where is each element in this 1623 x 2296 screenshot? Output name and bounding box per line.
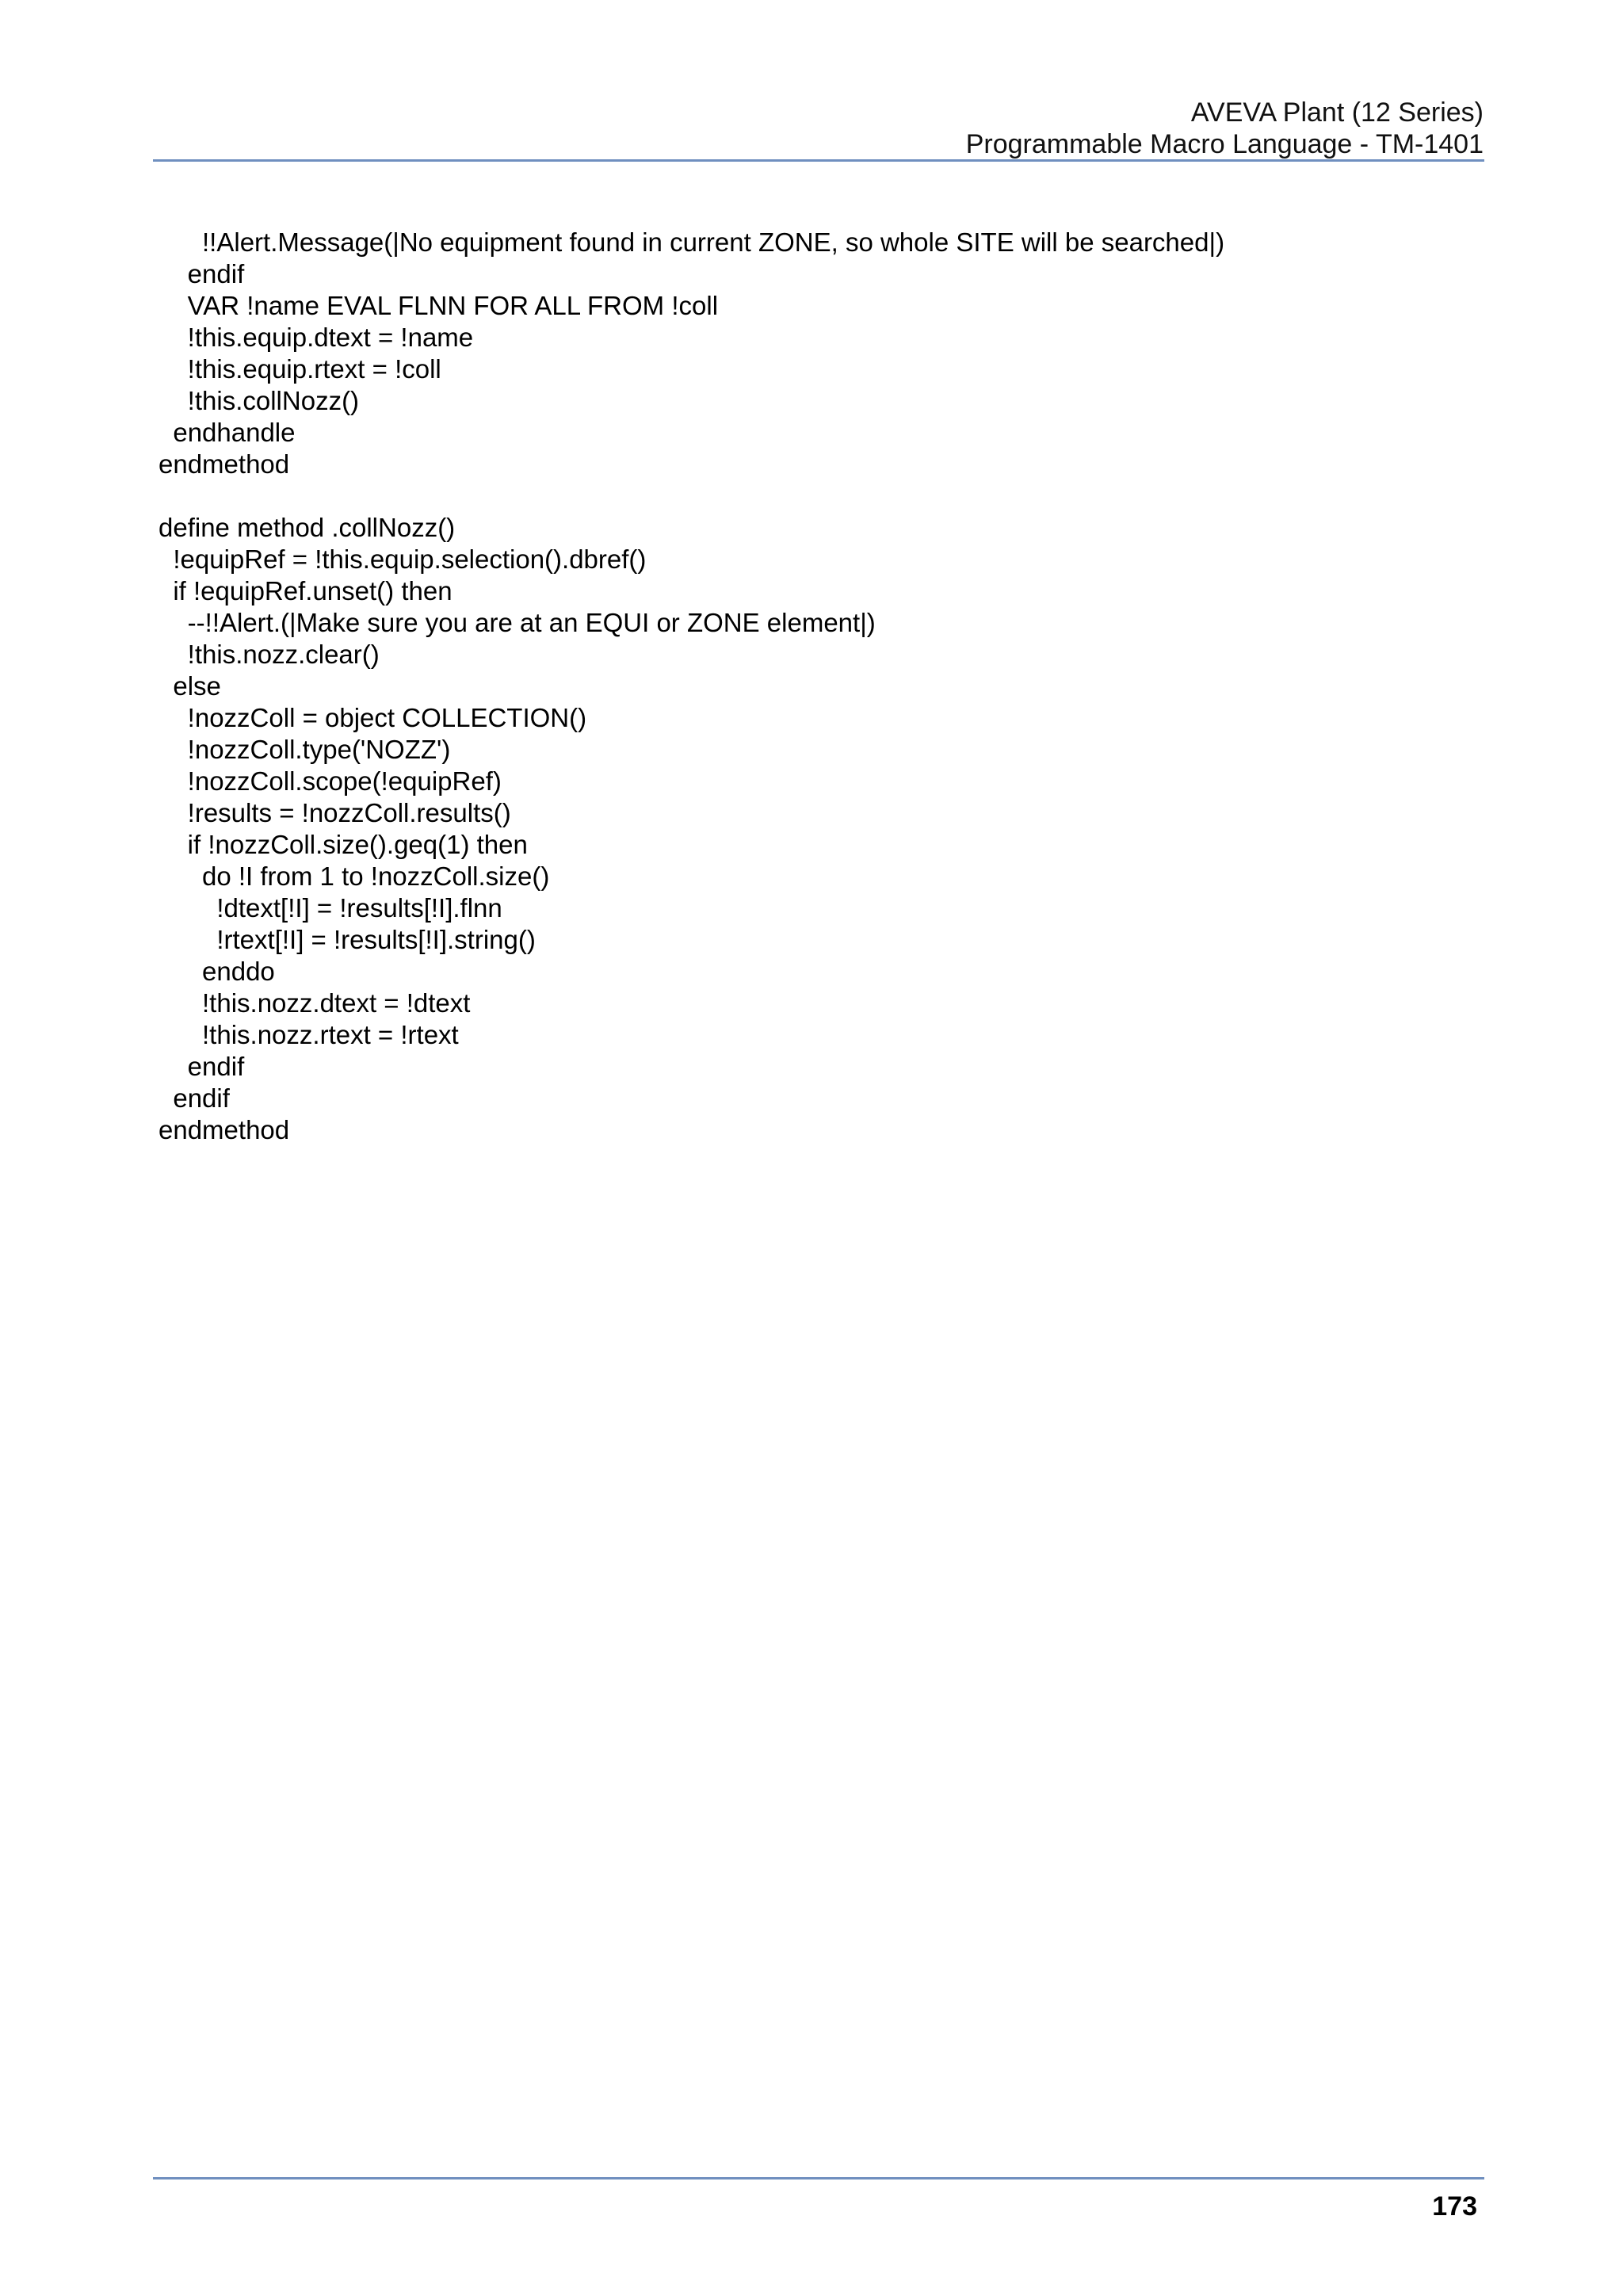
code-line: define method .collNozz() — [158, 513, 456, 542]
code-line: VAR !name EVAL FLNN FOR ALL FROM !coll — [158, 291, 719, 320]
code-line: endif — [158, 1052, 245, 1081]
header-product-title: AVEVA Plant (12 Series) — [1190, 97, 1484, 128]
code-line: endif — [158, 1083, 230, 1113]
code-line: !this.nozz.clear() — [158, 640, 380, 669]
code-line: !this.equip.rtext = !coll — [158, 354, 441, 384]
header-rule — [153, 159, 1484, 162]
code-line: !this.equip.dtext = !name — [158, 323, 474, 352]
code-line: endif — [158, 259, 245, 288]
code-line: if !equipRef.unset() then — [158, 576, 453, 606]
page-number: 173 — [1432, 2191, 1477, 2222]
page-header — [966, 97, 1484, 160]
code-line: !nozzColl.scope(!equipRef) — [158, 766, 502, 796]
code-line: --!!Alert.(|Make sure you are at an EQUI or ZONE element|) — [158, 608, 876, 637]
code-line: endmethod — [158, 1115, 290, 1144]
code-line: !!Alert.Message(|No equipment found in current ZONE, so whole SITE will be searched|) — [158, 227, 1225, 257]
code-line: else — [158, 671, 221, 701]
footer-rule — [153, 2177, 1484, 2179]
code-listing — [158, 227, 1224, 1146]
code-line: do !I from 1 to !nozzColl.size() — [158, 861, 550, 891]
code-line: enddo — [158, 957, 275, 986]
code-line — [158, 480, 1224, 512]
code-line: !this.collNozz() — [158, 386, 360, 415]
code-line: !equipRef = !this.equip.selection().dbref() — [158, 544, 647, 574]
code-line: !dtext[!I] = !results[!I].flnn — [158, 893, 502, 923]
code-line: endmethod — [158, 449, 290, 479]
code-line: !results = !nozzColl.results() — [158, 798, 511, 827]
code-line: if !nozzColl.size().geq(1) then — [158, 830, 528, 859]
code-line: !this.nozz.dtext = !dtext — [158, 988, 471, 1018]
code-line: !nozzColl = object COLLECTION() — [158, 703, 587, 732]
code-line: endhandle — [158, 418, 296, 447]
code-line: !nozzColl.type('NOZZ') — [158, 735, 451, 764]
code-line: !this.nozz.rtext = !rtext — [158, 1020, 459, 1049]
header-document-title: Programmable Macro Language - TM-1401 — [965, 129, 1484, 159]
code-line: !rtext[!I] = !results[!I].string() — [158, 925, 536, 954]
